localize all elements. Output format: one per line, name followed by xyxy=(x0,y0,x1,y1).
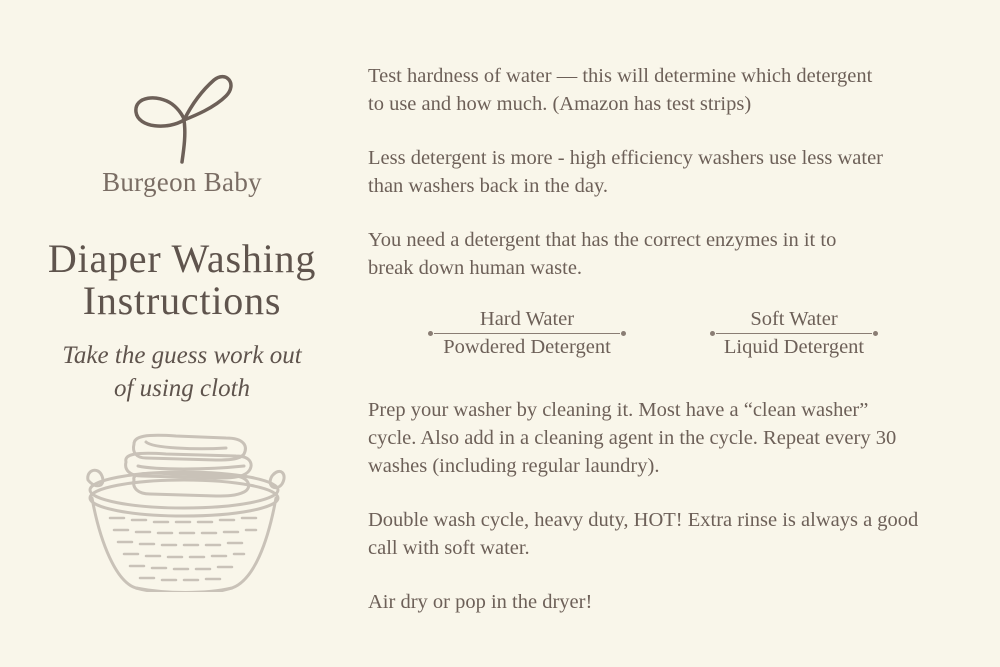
subtitle-line-2: of using cloth xyxy=(113,375,251,402)
instruction-line: You need a detergent that has the correct enzymes in it to xyxy=(368,229,837,251)
water-type-label: Hard Water xyxy=(479,308,575,330)
page-subtitle xyxy=(0,339,364,405)
instruction-paragraph xyxy=(368,62,968,118)
instruction-line: cycle. Also add in a cleaning agent in the cycle. Repeat every 30 xyxy=(368,427,897,449)
instruction-line: break down human waste. xyxy=(368,257,583,279)
instruction-paragraph xyxy=(368,396,988,480)
instruction-line: washes (including regular laundry). xyxy=(368,455,660,477)
instruction-paragraph xyxy=(368,226,968,282)
instructions-bottom xyxy=(368,396,988,642)
brand-name: Burgeon Baby xyxy=(102,167,262,197)
ribbon-loop-icon xyxy=(128,72,238,164)
instruction-line: Test hardness of water — this will determine which detergent xyxy=(368,65,873,87)
instruction-line: than washers back in the day. xyxy=(368,175,609,197)
instructions-top xyxy=(368,62,968,308)
water-detergent-guide xyxy=(368,306,968,366)
instruction-paragraph xyxy=(368,588,988,616)
title-line-1: Diaper Washing xyxy=(47,236,317,281)
instruction-paragraph xyxy=(368,506,988,562)
instruction-line: Less detergent is more - high efficiency washers use less water xyxy=(368,147,883,169)
divider-line xyxy=(434,333,620,334)
brand-panel xyxy=(0,0,360,667)
title-line-2: Instructions xyxy=(82,278,282,323)
instruction-line: Air dry or pop in the dryer! xyxy=(368,591,593,613)
instruction-line: to use and how much. (Amazon has test strips) xyxy=(368,93,752,115)
page-title xyxy=(0,238,364,322)
instruction-line: call with soft water. xyxy=(368,537,530,559)
instruction-line: Prep your washer by cleaning it. Most have a “clean washer” xyxy=(368,399,869,421)
detergent-type-label: Liquid Detergent xyxy=(723,336,865,358)
laundry-basket-icon xyxy=(76,432,290,592)
soft-water-pairing xyxy=(716,306,872,361)
instruction-paragraph xyxy=(368,144,968,200)
hard-water-pairing xyxy=(434,306,620,361)
detergent-type-label: Powdered Detergent xyxy=(443,336,611,358)
instruction-line: Double wash cycle, heavy duty, HOT! Extra rinse is always a good xyxy=(368,509,919,531)
subtitle-line-1: Take the guess work out xyxy=(62,342,302,369)
water-type-label: Soft Water xyxy=(750,308,838,330)
divider-line xyxy=(716,333,872,334)
